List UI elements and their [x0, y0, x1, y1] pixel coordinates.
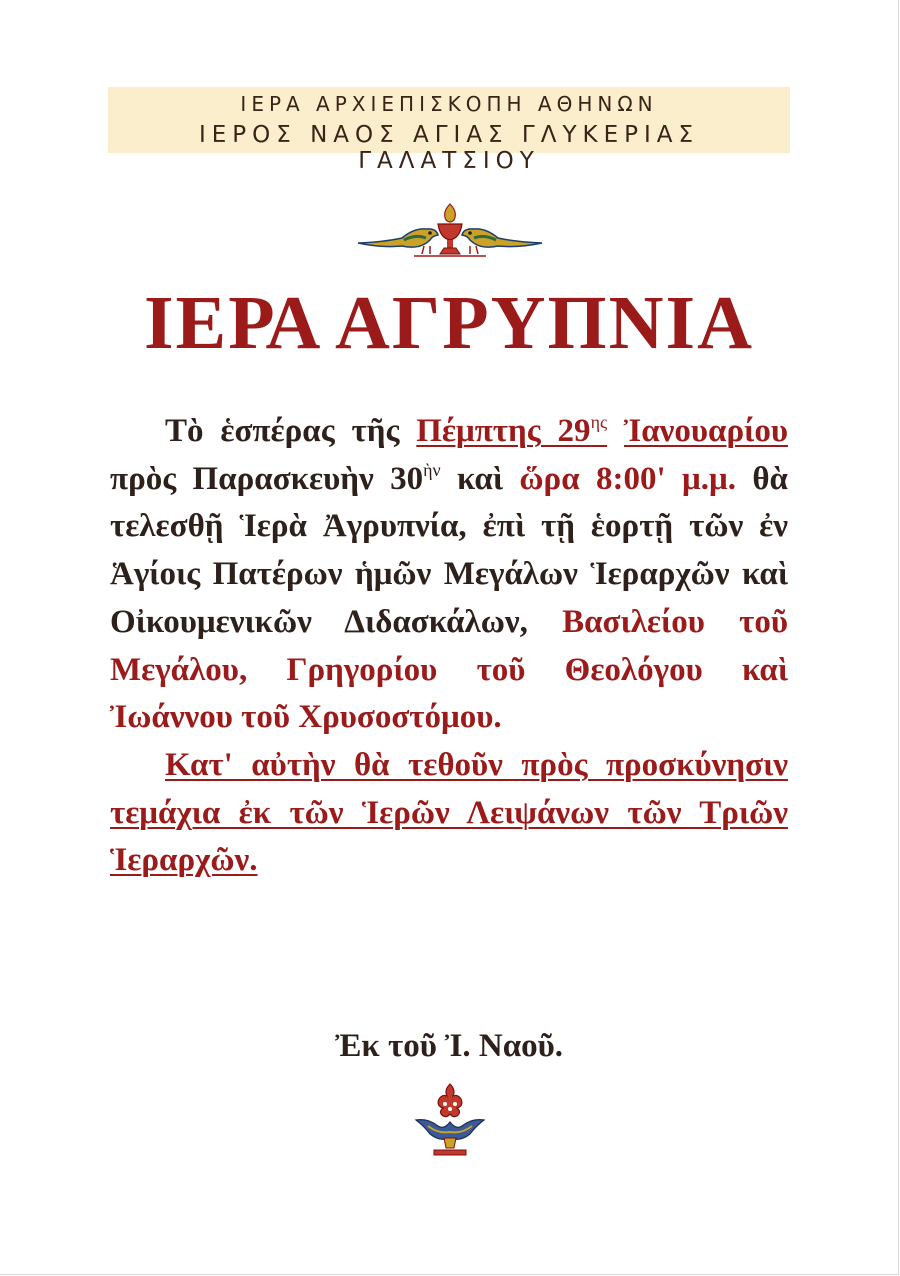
- thursday-date: [416, 413, 607, 449]
- relics-notice: Κατ' αὐτὴν θὰ τεθοῦν πρὸς προσκύνησιν τεμάχια ἐκ τῶν Ἱερῶν Λειψάνων τῶν Τριῶν Ἱεραρχῶν.: [110, 746, 788, 879]
- ordinal-suffix: ὴν: [423, 459, 441, 480]
- service-time: ὥρα 8:00' μ.μ.: [519, 460, 736, 497]
- signature: Ἐκ τοῦ Ἰ. Ναοῦ.: [334, 1028, 563, 1064]
- birds-chalice-ornament-icon: [354, 202, 546, 258]
- archdiocese-name: ΙΕΡΑ ΑΡΧΙΕΠΙΣΚΟΠΗ ΑΘΗΝΩΝ: [240, 92, 658, 116]
- january-month: Ἰανουαρίου: [623, 413, 788, 449]
- byzantine-flower-icon: [414, 1082, 486, 1160]
- announcement-body: [110, 408, 788, 885]
- text-segment: πρὸς Παρασκευὴν 30: [110, 460, 424, 497]
- text-segment: θὰ τελεσθῇ Ἱερὰ Ἀγρυπνία, ἐπὶ τῇ ἑορτῇ τῶν ἐν Ἁγίοις Πατέρων ἡμῶν Μεγάλων Ἱεραρχῶν καὶ Οἰκουμενικῶν Διδασκάλων,: [110, 460, 788, 640]
- page-title: ΙΕΡΑ ΑΓΡΥΠΝΙΑ: [143, 281, 755, 365]
- text-segment: Τὸ ἑσπέρας τῆς: [165, 413, 417, 449]
- text-segment: καὶ: [440, 460, 520, 497]
- paragraph-1: [110, 408, 788, 742]
- space: [607, 413, 624, 449]
- header-banner: [108, 87, 790, 174]
- three-hierarchs-names: Βασιλείου τοῦ Μεγάλου, Γρηγορίου τοῦ Θεολόγου καὶ Ἰωάννου τοῦ Χρυσοστόμου.: [110, 603, 788, 736]
- paragraph-2: [110, 742, 788, 885]
- ordinal-suffix: ης: [590, 412, 608, 432]
- thursday-text: Πέμπτης 29: [416, 413, 591, 449]
- church-name: ΙΕΡΟΣ ΝΑΟΣ ΑΓΙΑΣ ΓΛΥΚΕΡΙΑΣ ΓΑΛΑΤΣΙΟΥ: [198, 122, 700, 174]
